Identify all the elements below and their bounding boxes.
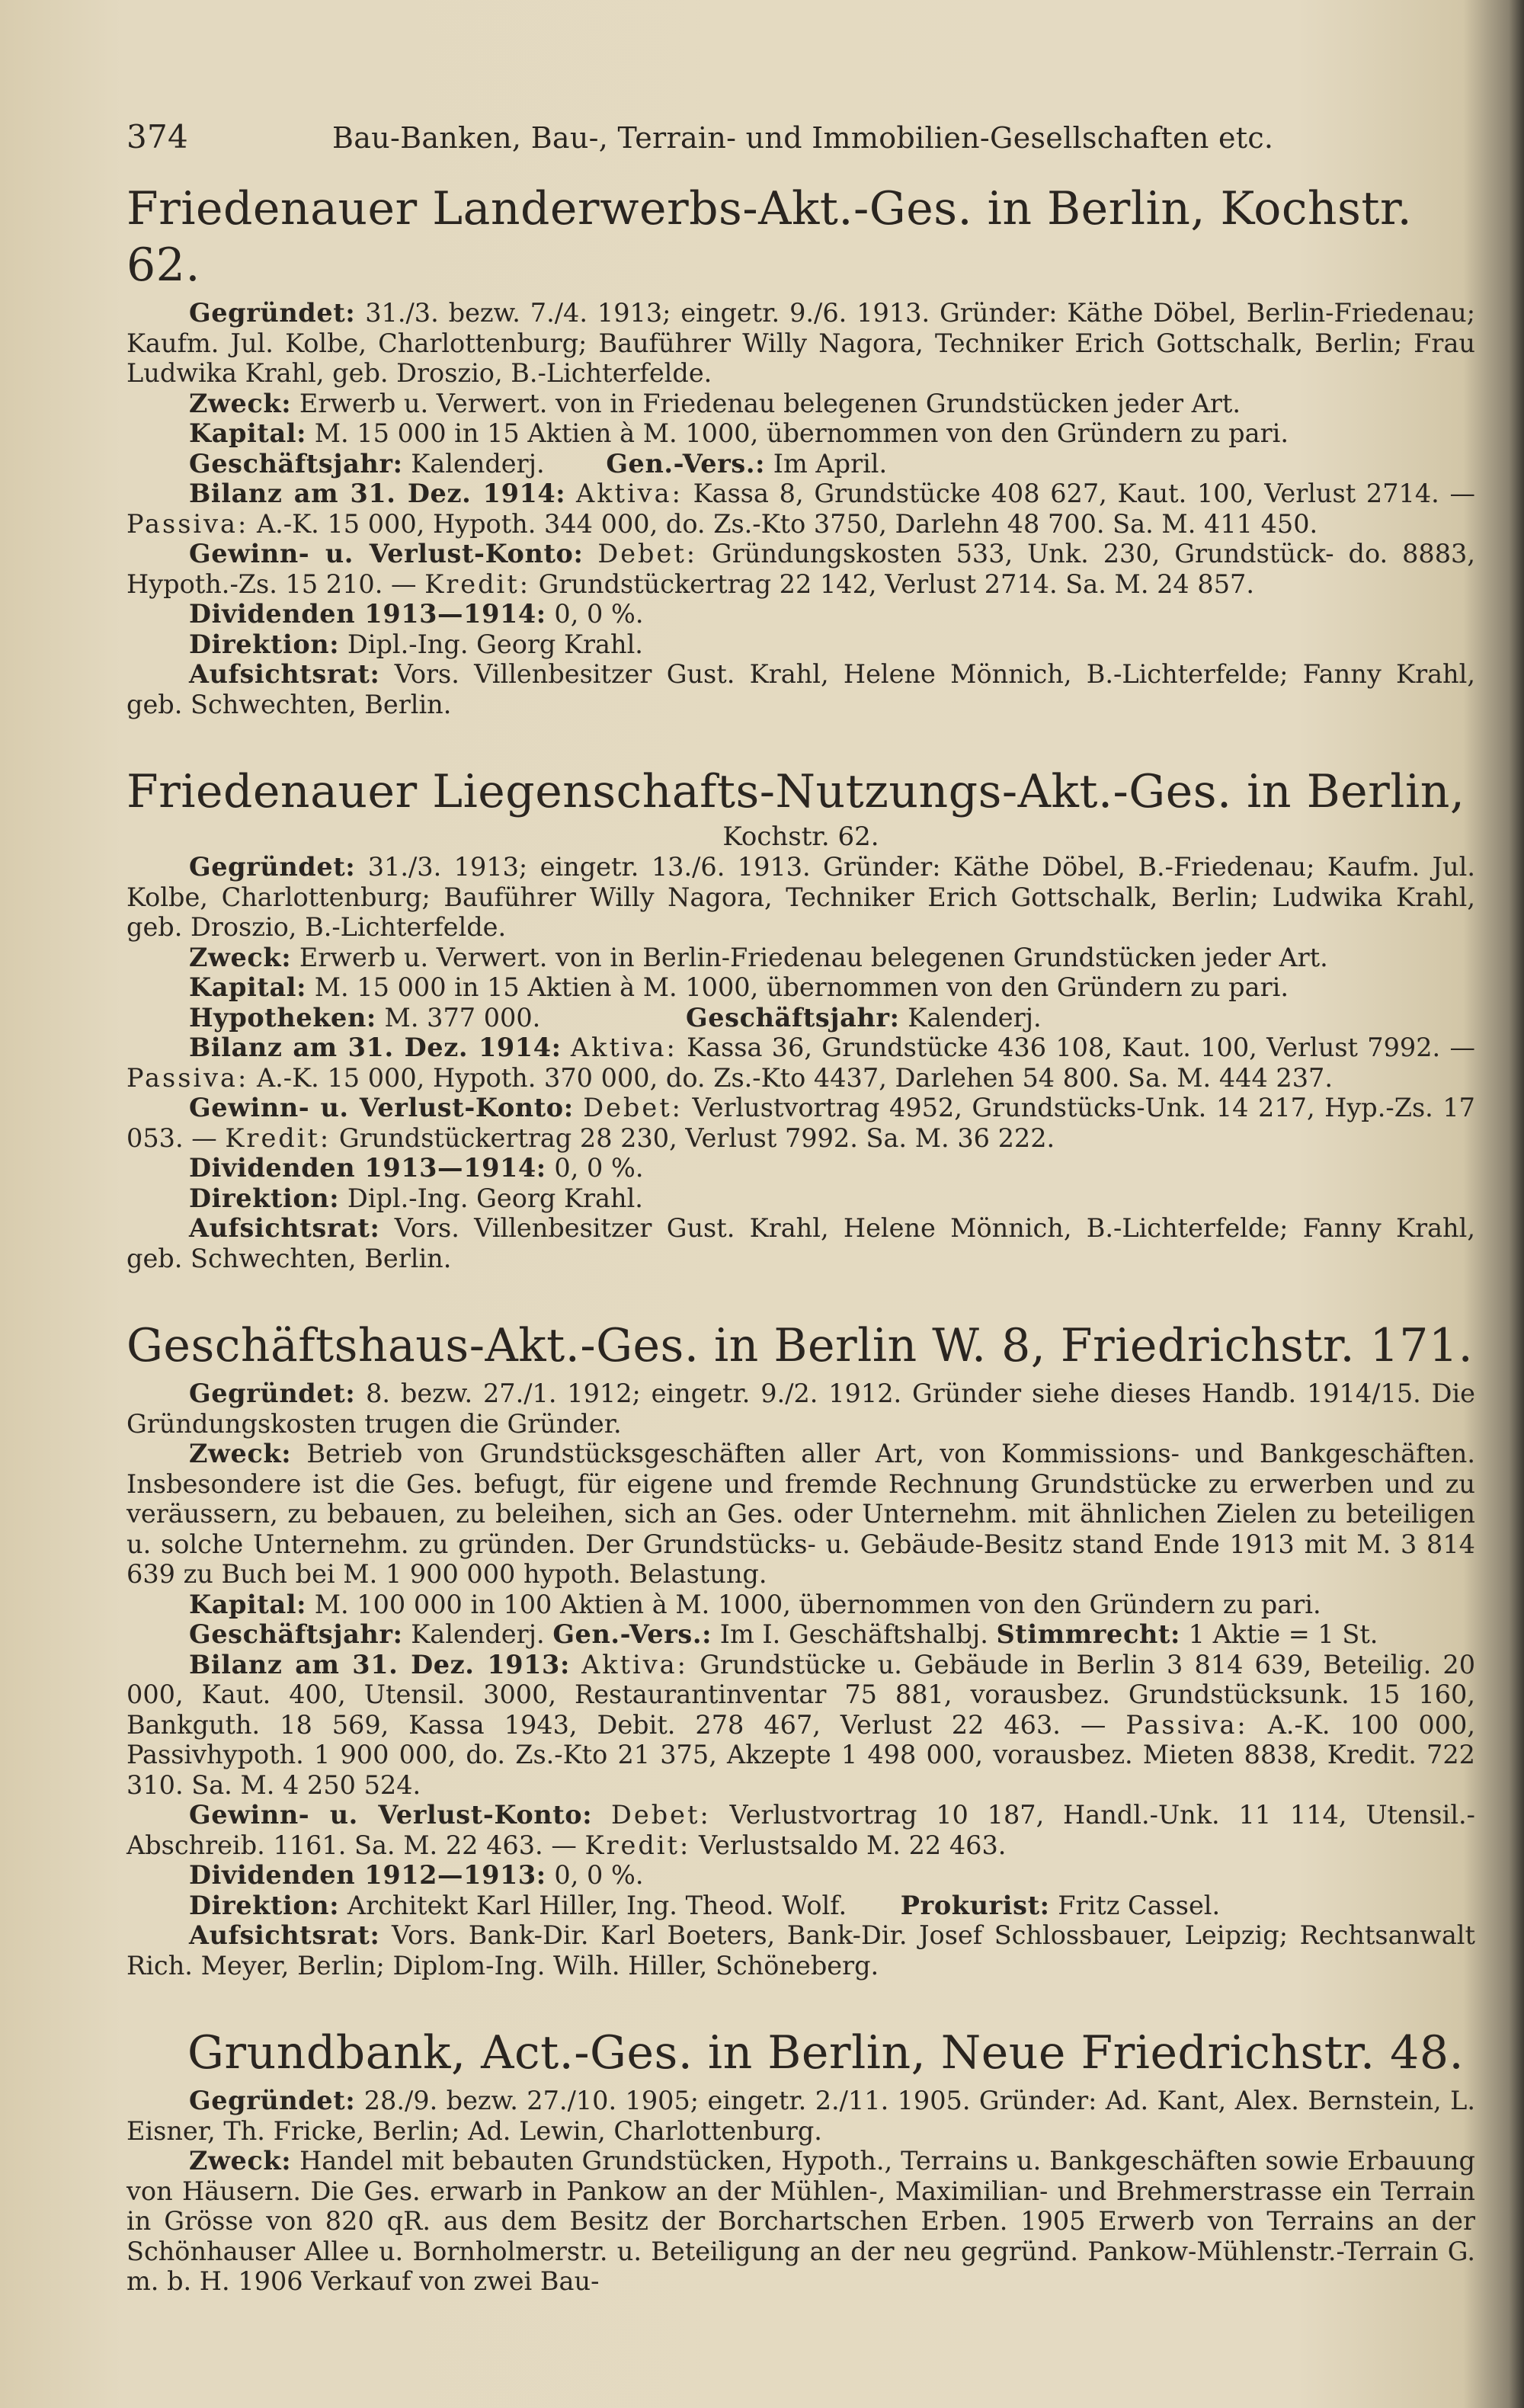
company-address: Kochstr. 62. (722, 821, 879, 852)
running-title: Bau-Banken, Bau-, Terrain- und Immobilien-Gesellschaften etc. (332, 121, 1274, 155)
profit-loss-paragraph: Gewinn- u. Verlust-Konto: Debet: Gründungskosten 533, Unk. 230, Grundstück- do. 8883, Hypoth.-Zs. 15 210. — Kredit: Grundstückertrag 22 142, Verlust 2714. Sa. M. 24 857. (126, 539, 1476, 599)
balance-paragraph: Bilanz am 31. Dez. 1914: Aktiva: Kassa 8, Grundstücke 408 627, Kaut. 100, Verlust 2714. — Passiva: A.-K. 15 000, Hypoth. 344 000, do. Zs.-Kto 3750, Darlehn 48 700. Sa. M. 411 450. (126, 479, 1475, 539)
fiscal-paragraph: Geschäftsjahr: Kalenderj. Gen.-Vers.: Im April. (189, 448, 888, 479)
balance-paragraph: Bilanz am 31. Dez. 1913: Aktiva: Grundstücke u. Gebäude in Berlin 3 814 639, Beteilig. 20 000, Kaut. 400, Utensil. 3000, Restaurantinventar 75 881, vorausbez. Grundstücksunk. 15 160, Bankguth. 18 569, Kassa 1943, Debit. 278 467, Verlust 22 463. — Passiva: A.-K. 100 000, Passivhypoth. 1 900 000, do. Zs.-Kto 21 375, Akzepte 1 498 000, vorausbez. Mieten 8838, Kredit. 722 310. Sa. M. 4 250 524. (126, 1649, 1476, 1800)
fiscal-paragraph: Geschäftsjahr: Kalenderj. Gen.-Vers.: Im I. Geschäftshalbj. Stimmrecht: 1 Aktie = 1 St. (189, 1619, 1378, 1649)
dividend-paragraph: Dividenden 1913—1914: 0, 0 %. (189, 1153, 644, 1183)
capital-paragraph: Kapital: M. 100 000 in 100 Aktien à M. 1000, übernommen von den Gründern zu pari. (189, 1589, 1321, 1619)
page-content (126, 118, 1475, 2297)
board-paragraph: Direktion: Dipl.-Ing. Georg Krahl. (189, 629, 643, 659)
purpose-paragraph: Zweck: Betrieb von Grundstücksgeschäften aller Art, von Kommissions- und Bankgeschäften. Insbesondere ist die Ges. befugt, für eigene und fremde Rechnung Grundstücke zu erwerben und zu veräussern, zu bebauen, zu beleihen, sich an Ges. oder Unternehm. mit ähnlichen Zielen zu beteiligen u. solche Unternehm. zu gründen. Der Grundstücks- u. Gebäude-Besitz stand Ende 1913 mit M. 3 814 639 zu Buch bei M. 1 900 000 hypoth. Belastung. (126, 1439, 1475, 1589)
company-entry (126, 1318, 1475, 1981)
board-paragraph: Direktion: Architekt Karl Hiller, Ing. Theod. Wolf. Prokurist: Fritz Cassel. (189, 1890, 1221, 1920)
dividend-paragraph: Dividenden 1912—1913: 0, 0 %. (189, 1860, 644, 1890)
company-title: Grundbank, Act.-Ges. in Berlin, Neue Friedrichstr. 48. (187, 2026, 1465, 2080)
section-spacer (126, 719, 1475, 747)
board-paragraph: Direktion: Dipl.-Ing. Georg Krahl. (189, 1183, 643, 1213)
supervisory-paragraph: Aufsichtsrat: Vors. Villenbesitzer Gust. Krahl, Helene Mönnich, B.-Lichterfelde; Fanny Krahl, geb. Schwechten, Berlin. (126, 659, 1475, 719)
company-entry (126, 2025, 1475, 2297)
profit-loss-paragraph: Gewinn- u. Verlust-Konto: Debet: Verlustvortrag 10 187, Handl.-Unk. 11 114, Utensil.-Abschreib. 1161. Sa. M. 22 463. — Kredit: Verlustsaldo M. 22 463. (126, 1800, 1476, 1860)
page-number: 374 (126, 118, 189, 155)
company-entry (126, 181, 1475, 719)
supervisory-paragraph: Aufsichtsrat: Vors. Villenbesitzer Gust. Krahl, Helene Mönnich, B.-Lichterfelde; Fanny Krahl, geb. Schwechten, Berlin. (126, 1213, 1475, 1273)
purpose-paragraph: Zweck: Erwerb u. Verwert. von in Friedenau belegenen Grundstücken jeder Art. (189, 388, 1241, 418)
founded-paragraph: Gegründet: 31./3. bezw. 7./4. 1913; eingetr. 9./6. 1913. Gründer: Käthe Döbel, Berlin-Friedenau; Kaufm. Jul. Kolbe, Charlottenburg; Bauführer Willy Nagora, Techniker Erich Gottschalk, Berlin; Frau Ludwika Krahl, geb. Droszio, B.-Lichterfelde. (126, 298, 1475, 388)
founded-paragraph: Gegründet: 8. bezw. 27./1. 1912; eingetr. 9./2. 1912. Gründer siehe dieses Handb. 1914/15. Die Gründungskosten trugen die Gründer. (126, 1379, 1476, 1439)
capital-paragraph: Kapital: M. 15 000 in 15 Aktien à M. 1000, übernommen von den Gründern zu pari. (189, 972, 1289, 1002)
profit-loss-paragraph: Gewinn- u. Verlust-Konto: Debet: Verlustvortrag 4952, Grundstücks-Unk. 14 217, Hyp.-Zs. 17 053. — Kredit: Grundstückertrag 28 230, Verlust 7992. Sa. M. 36 222. (126, 1093, 1475, 1153)
running-head (126, 118, 1475, 164)
section-spacer (126, 1981, 1475, 2008)
founded-paragraph: Gegründet: 31./3. 1913; eingetr. 13./6. 1913. Gründer: Käthe Döbel, B.-Friedenau; Kaufm. Jul. Kolbe, Charlottenburg; Bauführer Willy Nagora, Techniker Erich Gottschalk, Berlin; Ludwika Krahl, geb. Droszio, B.-Lichterfelde. (126, 852, 1475, 942)
company-entry (126, 764, 1475, 1273)
supervisory-paragraph: Aufsichtsrat: Vors. Bank-Dir. Karl Boeters, Bank-Dir. Josef Schlossbauer, Leipzig; Rechtsanwalt Rich. Meyer, Berlin; Diplom-Ing. Wilh. Hiller, Schöneberg. (126, 1920, 1475, 1981)
mortgage-paragraph: Hypotheken: M. 377 000. Geschäftsjahr: Kalenderj. (189, 1002, 1042, 1033)
purpose-paragraph: Zweck: Erwerb u. Verwert. von in Berlin-Friedenau belegenen Grundstücken jeder Art. (189, 942, 1328, 972)
company-title: Friedenauer Liegenschafts-Nutzungs-Akt.-Ges. in Berlin, (126, 765, 1465, 818)
balance-paragraph: Bilanz am 31. Dez. 1914: Aktiva: Kassa 36, Grundstücke 436 108, Kaut. 100, Verlust 7992. — Passiva: A.-K. 15 000, Hypoth. 370 000, do. Zs.-Kto 4437, Darlehen 54 800. Sa. M. 444 237. (126, 1033, 1475, 1093)
capital-paragraph: Kapital: M. 15 000 in 15 Aktien à M. 1000, übernommen von den Gründern zu pari. (189, 418, 1289, 448)
section-spacer (126, 1273, 1475, 1301)
dividend-paragraph: Dividenden 1913—1914: 0, 0 %. (189, 599, 644, 629)
company-title: Friedenauer Landerwerbs-Akt.-Ges. in Berlin, Kochstr. 62. (126, 182, 1413, 292)
purpose-paragraph: Zweck: Handel mit bebauten Grundstücken, Hypoth., Terrains u. Bankgeschäften sowie Erbauung von Häusern. Die Ges. erwarb in Pankow an der Mühlen-, Maximilian- und Brehmerstrasse ein Terrain in Grösse von 820 qR. aus dem Besitz der Borchartschen Erben. 1905 Erwerb von Terrains an der Schönhauser Allee u. Bornholmerstr. u. Beteiligung an der neu gegründ. Pankow-Mühlenstr.-Terrain G. m. b. H. 1906 Verkauf von zwei Bau- (126, 2146, 1475, 2296)
founded-paragraph: Gegründet: 28./9. bezw. 27./10. 1905; eingetr. 2./11. 1905. Gründer: Ad. Kant, Alex. Bernstein, L. Eisner, Th. Fricke, Berlin; Ad. Lewin, Charlottenburg. (126, 2086, 1475, 2146)
company-title: Geschäftshaus-Akt.-Ges. in Berlin W. 8, Friedrichstr. 171. (126, 1319, 1474, 1372)
